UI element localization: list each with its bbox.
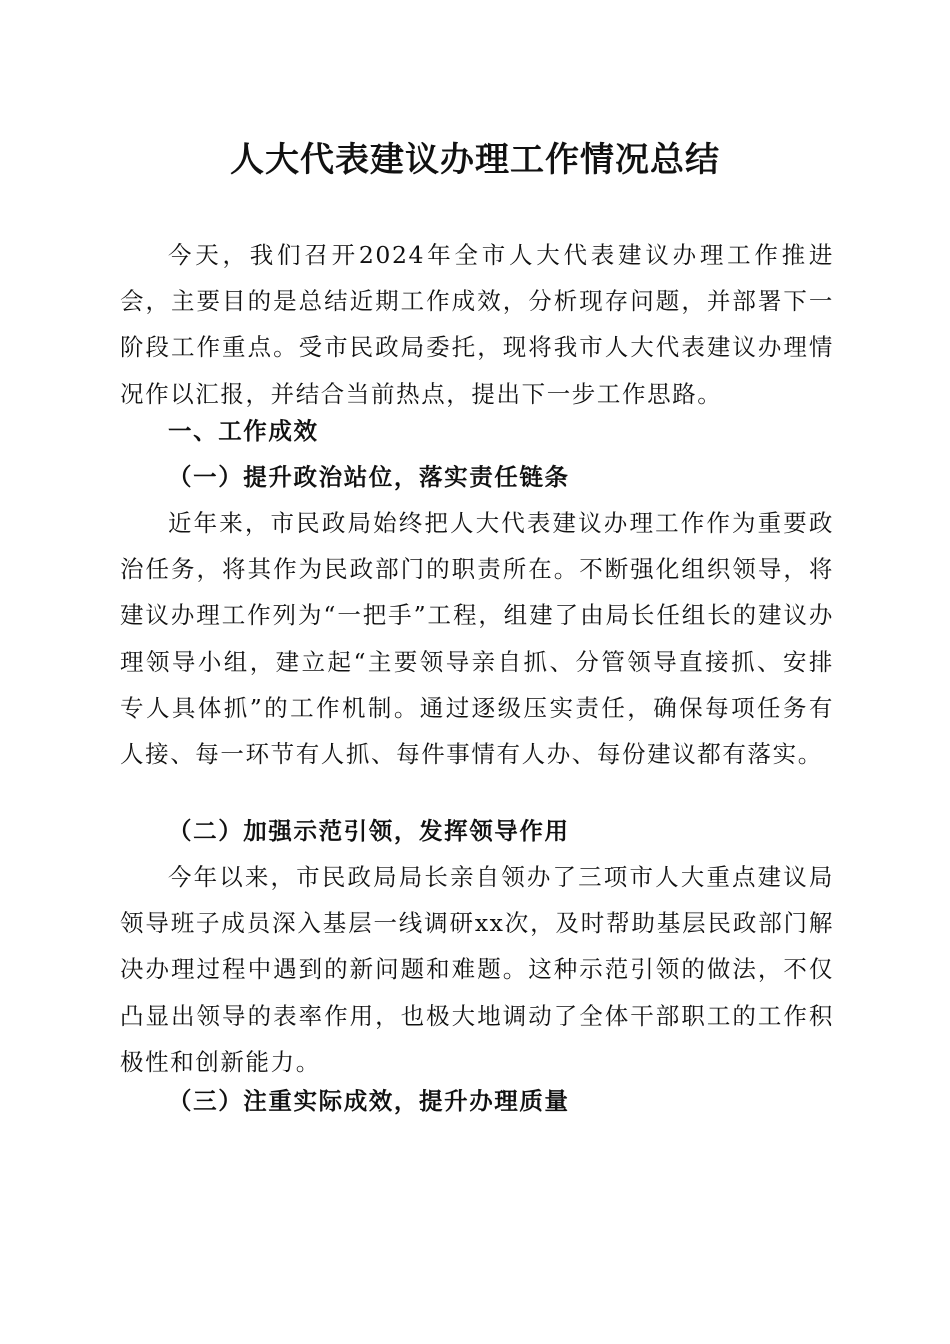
subsection-heading-2: （二）加强示范引领，发挥领导作用 xyxy=(168,817,570,845)
subsection-1-paragraph: 近年来，市民政局始终把人大代表建议办理工作作为重要政治任务，将其作为民政部门的职责所在。不断强化组织领导，将建议办理工作列为“一把手”工程，组建了由局长任组长的建议办理领导小组，建立起“主要领导亲自抓、分管领导直接抓、安排专人具体抓”的工作机制。通过逐级压实责任，确保每项任务有人接、每一环节有人抓、每件事情有人办、每份建议都有落实。 xyxy=(120,509,834,769)
intro-paragraph: 今天，我们召开2024年全市人大代表建议办理工作推进会，主要目的是总结近期工作成效，分析现存问题，并部署下一阶段工作重点。受市民政局委托，现将我市人大代表建议办理情况作以汇报，并结合当前热点，提出下一步工作思路。 xyxy=(120,241,834,408)
subsection-2-paragraph: 今年以来，市民政局局长亲自领办了三项市人大重点建议局领导班子成员深入基层一线调研xx次，及时帮助基层民政部门解决办理过程中遇到的新问题和难题。这种示范引领的做法，不仅凸显出领导的表率作用，也极大地调动了全体干部职工的工作积极性和创新能力。 xyxy=(120,863,834,1076)
subsection-heading-1: （一）提升政治站位，落实责任链条 xyxy=(168,463,570,491)
subsection-heading-3: （三）注重实际成效，提升办理质量 xyxy=(168,1087,570,1115)
section-heading-1: 一、工作成效 xyxy=(168,417,319,445)
document-title: 人大代表建议办理工作情况总结 xyxy=(230,140,720,180)
